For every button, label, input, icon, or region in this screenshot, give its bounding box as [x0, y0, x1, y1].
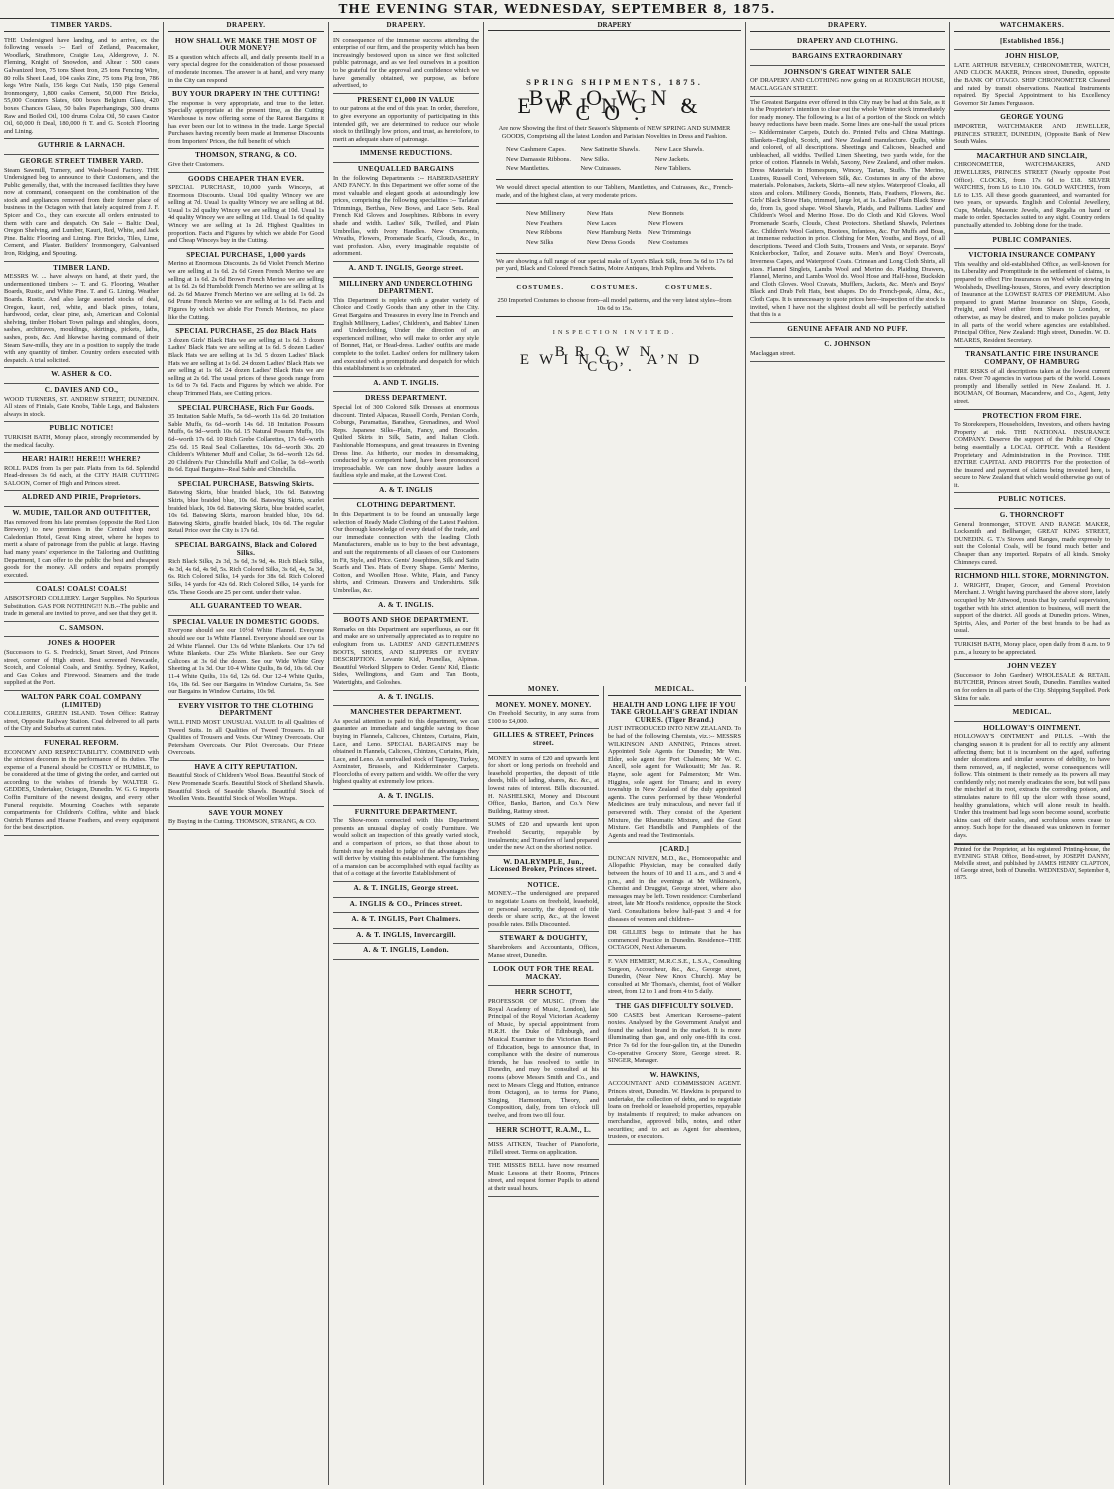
advertisement	[488, 1160, 599, 1196]
ad-heading: A. AND T. INGLIS.	[373, 378, 439, 387]
ad-body: IN consequence of the immense success attending the enterprise of our firm, and the prosperity which has been increasingly bestowed upon us since we first solicited public patronage, and as we feel ourselves in a position to be grateful for the approval and confidence which we have generally obtained, we purpose, as before advertised, to	[333, 36, 479, 90]
advertisement	[168, 249, 324, 325]
ad-heading: SPECIAL PURCHASE, Batswing Skirts.	[177, 479, 315, 488]
advertisement	[488, 963, 599, 986]
advertisement	[333, 35, 479, 94]
advertisement	[4, 384, 159, 422]
goods-item: New Silks	[526, 238, 554, 246]
advertisement	[168, 616, 324, 700]
ad-heading: TRANSATLANTIC FIRE INSURANCE COMPANY, OF HAMBURG	[965, 350, 1099, 366]
advertisement	[333, 691, 479, 707]
ad-heading: BARGAINS EXTRAORDINARY	[792, 52, 903, 61]
advertisement	[4, 737, 159, 836]
advertisement	[954, 35, 1110, 51]
advertisement	[333, 262, 479, 278]
ad-heading: HAVE A CITY REPUTATION.	[194, 762, 298, 771]
ad-heading: THE GAS DIFFICULTY SOLVED.	[615, 1001, 734, 1010]
ad-heading: WALTON PARK COAL COMPANY (LIMITED)	[21, 692, 142, 709]
ad-body: This Department is replete with a greater variety of Choice and Costly Goods than any other in the City. Great Bargains and Treasures in every line in French and English Millinery, Ladies', Children's, and Babies' Linen and Underclothing, Under the direction of an experienced milliner, who will make to order any style of Bonnet, Hat, or Head-dress. Ladies' outfits are made complete to the toilet. Ladies' orders for millinery taken and executed with a promptitude and despatch for which this establishment is so celebrated.	[333, 296, 479, 373]
advertisement	[168, 539, 324, 600]
advertisement	[4, 262, 159, 369]
advertisement	[488, 986, 599, 1123]
ad-body: Maclaggan street.	[750, 349, 796, 357]
advertisement	[750, 66, 945, 97]
ad-heading: A. & T. INGLIS.	[378, 792, 434, 801]
ad-heading: ALL GUARANTEED TO WEAR.	[190, 602, 302, 611]
goods-item: New Flowers	[648, 219, 684, 227]
advertisement	[333, 599, 479, 615]
advertisement	[954, 348, 1110, 409]
advertisement	[168, 402, 324, 478]
ad-heading: PROTECTION FROM FIRE.	[982, 411, 1082, 420]
ad-heading: A. AND T. INGLIS, George street.	[348, 264, 464, 273]
ad-heading: [CARD.]	[659, 845, 690, 854]
ad-body: TURKISH BATH, Moray place, strongly recommended by the medical faculty.	[4, 433, 159, 449]
costumes-row	[506, 284, 723, 292]
column-heading: MONEY.	[488, 686, 599, 696]
advertisement	[488, 1124, 599, 1140]
goods-item: New Tabliers.	[654, 165, 692, 173]
advertisement	[168, 478, 324, 539]
ad-heading: STEWART & DOUGHTY,	[499, 934, 588, 943]
ad-heading: A. & T. INGLIS, London.	[363, 946, 449, 955]
ad-heading: G. THORNCROFT	[999, 511, 1065, 520]
column-heading: DRAPERY.	[333, 22, 479, 32]
advertisement	[608, 1000, 741, 1069]
inspection-invited: INSPECTION INVITED.	[552, 329, 677, 337]
advertisement	[333, 913, 479, 929]
ad-body: Merino at Enormous Discounts. 2s 6d Violet French Merino we are selling at 1s 6d. 2s 6d Green French Merino we are selling at 1s 6d. 2s 6d Brown French Merino we are selling at 1s 6d. 2s 6d Humboldt French Merino we are selling at 1s 6d. 2s 6d Mauve French Merino we are selling at 1s 6d. 2s 6d Prune French Merino we are selling at 1s 6d. Facts and Figures by which we abide For French Merinos, no place like the Cutting.	[168, 260, 324, 321]
advertisement	[488, 753, 599, 820]
ad-heading: SPECIAL BARGAINS, Black and Colored Silks.	[175, 541, 317, 557]
advertisement	[333, 806, 479, 882]
ad-heading: C. JOHNSON	[824, 340, 871, 349]
goods-grid-1	[506, 146, 723, 173]
advertisement	[4, 139, 159, 155]
ad-heading: JOHN HISLOP,	[1005, 52, 1059, 61]
advertisement	[168, 88, 324, 149]
ad-body: Rich Black Silks, 2s 3d, 3s 6d, 3s 9d, 4s. Rich Black Silks, 4s 3d, 4s 6d, 4s 9d, 5s. Rich Colored Silks, 3s 6d, 4s, 5s 3d, 6s. Rich Colored Silks, 14 yards for 38s 6d. Rich Colored Silks, 14 yards for 42s 6d. Rich Colored Silks, 14 yards for 65s. These Goods are 25 per cent. under their value.	[168, 558, 324, 596]
goods-item: New Damassie Ribbons.	[506, 155, 572, 163]
ad-heading: PUBLIC COMPANIES.	[992, 235, 1072, 244]
ad-heading: SPECIAL PURCHASE, Rich Fur Goods.	[177, 403, 315, 412]
column-heading: DRAPERY.	[168, 22, 324, 32]
ad-body: IMPORTER, WATCHMAKER AND JEWELLER, PRINCES STREET, DUNEDIN, (Opposite Bank of New South Wales.	[954, 122, 1110, 146]
goods-item: New Millinery	[526, 210, 566, 218]
ad-body: FIRE RISKS of all descriptions taken at the lowest current rates. Over 70 agencies in various parts of the world. Losses promptly and liberally settled in New Zealand. H. J. BOUMAN, Of Bouman, Macandrew, and Co., Agent, Jetty street.	[954, 367, 1110, 405]
ad-heading: A. & T. INGLIS.	[378, 600, 434, 609]
ad-heading: A. & T. INGLIS, Port Chalmers.	[351, 915, 461, 924]
advertisement	[4, 155, 159, 262]
advertisement	[954, 50, 1110, 111]
column-drapery-johnson	[746, 22, 950, 1485]
ad-body: On Freehold Security, in any sums from £100 to £4,000.	[488, 710, 599, 725]
advertisement	[750, 338, 945, 361]
advertisement	[4, 583, 159, 621]
ad-body: to our patrons at the end of this year. In order, therefore, to give everyone an opportunity of participating in this intended gift, we are determined to reduce our whole stock to thrillingly low prices, and trust, as heretofore, to merit an adequate share of patronage.	[333, 105, 479, 143]
ad-heading: W. DALRYMPLE, Jun., Licensed Broker, Princes street.	[490, 857, 597, 874]
advertisement	[333, 484, 479, 500]
advertisement	[954, 660, 1110, 706]
imprint-footer: Printed for the Proprietor, at his registered Printing-house, the EVENING STAR Office, Bond-street, by JOSEPH DANNY, Melville street, and published by JAMES HENRY CLAPTON, of George street, both of Dunedin. WEDNESDAY, September 8, 1875.	[954, 844, 1110, 882]
goods-item: New Lace Shawls.	[654, 146, 704, 154]
ad-heading: SPECIAL PURCHASE, 25 doz Black Hats	[175, 327, 317, 336]
advertisement	[954, 570, 1110, 639]
advertisement	[954, 410, 1110, 494]
ad-body: In the following Departments :-- HABERDASHERY AND FANCY. In this Department we offer some of the most valuable and elegant goods at astoundingly low prices, comprising the following specialities :-- Tarlatan Trimmings, Berthas, New Bows, and Lace Sets. Real French Kid Gloves and Josephines. Ribbons in every shade and width. Ladies' Silk, Twilled, and Plain Umbrellas, with Ivory Handles. New Ornaments, Wreaths, Flowers, Promenade Scarfs, Clouds, &c., in vast profusion. Also, every imaginable requisite of adornment.	[333, 174, 479, 258]
ad-heading: MACARTHUR AND SINCLAIR,	[976, 151, 1088, 160]
advertisement	[954, 249, 1110, 348]
ad-body: Special lot of 300 Colored Silk Dresses at enormous discount. Tinted Alpacas, Russell Cords, Persian Cords, Coburgs, Paramattas, Barathea, Grenadines, and Wool Reps. Japanese Silks--Plain, Fancy, and Brocades. Quilted Skirts in Silk, Satin, and Italian Cloth. Fashionable Homespuns, and great treasures in Evening Dress line. As hitherto, our modes in dressmaking, conducted by a competent hand, have been pronounced irreproachable. We can now doubly assure ladies a faultless style and make, at the Lowest Cost.	[333, 403, 479, 480]
ad-body: Batswing Skirts, blue braided black, 10s 6d. Batswing Skirts, blue braided blue, 10s 6d. Batswing Skirts, scarlet braided black, 10s 6d. Batswing Skirts, blue braided scarlet, 10s 6d. Batswing Skirts, maroon braided blue, 10s 6d. Batswing Skirts, giraffe braided black, 10s 6d. The regular Retail Price over the City is 17s 6d.	[168, 489, 324, 535]
ad-heading: MONEY. MONEY. MONEY.	[495, 700, 592, 709]
ad-body: IS a question which affects all, and daily presents itself in a very special degree for the consideration of those possessed of moderate incomes. The answer is at hand, and very many in the City can respond	[168, 53, 324, 84]
ad-body: HOLLOWAY'S OINTMENT and PILLS. --With the changing season it is prudent for all to rectify any ailment affecting them; but it is incumbent on the aged, suffering under ulcerations and similar sources of debility, to have them removed, as, if neglected, worse consequences will follow. This ointment is their remedy as its powers all may confidently rely; not merely eradicates the sore, but will pass the mischief at its root, extracts the corroding poison, and stimulates nature to fill up the ulcer with those sound, healthy granulations, which will alone result in health. Under this treatment bad legs soon become sound, scorbutic skins cast off their scales, and scrofulous sores cease to annoy. Such hope for the diseased was unknown in former days.	[954, 733, 1110, 840]
ad-body: Has removed from his late premises (opposite the Red Lion Brewery) to new premises in the Central shop next Caledonian Hotel, Great King street, where he hopes to merit a share of patronage from the public at large. Having had many years' experience in the Tailoring and Outfitting Department, I can offer to the public the best and cheapest goods for the money. All orders and repairs promptly executed.	[4, 518, 159, 579]
ad-heading: FUNERAL REFORM.	[44, 738, 119, 747]
ad-heading: COALS! COALS! COALS!	[35, 585, 128, 594]
ad-heading: W. MUDIE, TAILOR AND OUTFITTER,	[12, 509, 151, 518]
ad-heading: IMMENSE REDUCTIONS.	[359, 149, 453, 158]
goods-grid-2	[526, 210, 703, 246]
ad-body: TURKISH BATH, Moray place, open daily from 8 a.m. to 9 p.m., a luxury to be appreciated.	[954, 640, 1110, 656]
masthead: THE EVENING STAR, WEDNESDAY, SEPTEMBER 8, 1875.	[0, 0, 1114, 19]
ad-body: ACCOUNTANT AND COMMISSION AGENT. Princes street, Dunedin. W. Hawkins is prepared to undertake, the collection of debts, and to negotiate loans on freehold or leasehold properties, repayable by instalments if required; to make advances on merchandise, approved bills, notes, and other securities; and to act as Agent for absentees, trustees, or executors.	[608, 1080, 741, 1141]
advertisement	[333, 278, 479, 377]
ad-heading: NOTICE.	[527, 880, 560, 889]
advertisement	[488, 932, 599, 963]
advertisement	[333, 94, 479, 148]
ad-body: (Successors to G. S. Fredrick), Smart Street, And Princes street, corner of High street. Best screened Newcastle, Scotch, and Colonial Coals, and Smithy. Sydney, Kaikoi, and Gas Cokes and Firewood. Steamers and the trade supplied at the Port.	[4, 648, 159, 687]
firm-name-footer: BROWN, EWING, AND CO.	[519, 344, 710, 376]
goods-item: New Mantlettes.	[506, 165, 550, 173]
ad-body: MISS AITKEN, Teacher of Pianoforte, Fillell street. Terms on application.	[488, 1141, 599, 1156]
ad-heading: DRAPERY AND CLOTHING.	[796, 36, 899, 45]
advertisement	[750, 97, 945, 323]
goods-item: New Costumes	[648, 238, 689, 246]
spring-intro: Are now Showing the first of their Season's Shipments of NEW SPRING AND SUMMER GOODS, Comprising all the latest London and Parisian Novelties in Dress and Fashion.	[498, 124, 731, 140]
goods-item: New Laces	[587, 219, 617, 227]
advertisement	[333, 898, 479, 914]
ad-body: Give their Customers.	[168, 160, 225, 168]
ad-body: WILL FIND MOST UNUSUAL VALUE In all Qualities of Tweed Suits. In all Qualities of Tweed Trousers. In all Qualities of Trousers and Vests. Our Witney Overcoats. Our Petersham Overcoats. Our Pilot Overcoats. Our Frieze Overcoats.	[168, 718, 324, 757]
ad-heading: A. & T. INGLIS.	[378, 692, 434, 701]
ad-heading: GEORGE YOUNG	[1000, 113, 1064, 122]
ad-heading: JOHN VEZEY	[1007, 662, 1057, 671]
goods-item: New Hamburg Netts	[587, 229, 642, 237]
advertisement	[608, 956, 741, 1000]
goods-item: New Jackets.	[654, 155, 690, 163]
ad-body: Remarks on this Department are superfluous, as our fit and make are so universally appreciated as to require no eulogium from us. LADIES' AND GENTLEMEN'S BOOTS, SHOES, AND SLIPPERS OF EVERY DESCRIPTION. Levante Kid, Prunellas, Alpinas. Beautiful Worked Slippers to Order. Gents' Kid, Elastic Sides, Wellingtons, and Gum and Tan Boots, Watertights, and Goloshes.	[333, 625, 479, 686]
ad-heading: C. SAMSON.	[59, 623, 104, 632]
ad-body: MONEY in sums of £20 and upwards lent for short or long periods on freehold and leasehold properties, the deposit of title deeds, bills of lading, shares, &c. &c., at lowest rates of interest. Bills discounted. H. NASHELSKI, Money and Discount Office, Banks, Barton, and Co.'s New Building, Rattray street.	[488, 754, 599, 815]
ad-heading: FURNITURE DEPARTMENT.	[354, 807, 458, 816]
ad-heading: A. & T. INGLIS, Invercargill.	[356, 930, 456, 939]
advertisement	[4, 491, 159, 507]
advertisement	[168, 700, 324, 761]
column-heading: TIMBER YARDS.	[4, 22, 159, 32]
ad-body: WOOD TURNERS, ST. ANDREW STREET, DUNEDIN. All sizes of Finials, Gate Knobs, Table Legs, and Balusters always in stock.	[4, 395, 159, 418]
silks-text: We are showing a full range of our special make of Lyon's Black Silk, from 3s 6d to 17s 6d per yard, Black and Colored French Satins, Moire Antiques, Irish Poplins and Velvets.	[496, 257, 733, 273]
advertisement	[750, 323, 945, 339]
advertisement	[954, 509, 1110, 570]
ad-heading: [Established 1856.]	[999, 36, 1064, 45]
advertisement	[750, 35, 945, 51]
ad-heading: UNEQUALLED BARGAINS	[357, 164, 455, 173]
goods-item: New Cashmere Capes.	[506, 146, 566, 154]
money-column	[484, 686, 604, 1485]
ad-body: By Buying in the Cutting. THOMSON, STRANG, & CO.	[168, 818, 317, 826]
ad-heading: SAVE YOUR MONEY	[208, 808, 284, 817]
ad-heading: PRESENT £1,000 IN VALUE	[357, 95, 455, 104]
advertisement	[750, 50, 945, 66]
advertisement	[488, 819, 599, 855]
ad-body: MESSRS W. ... have always on hand, at their yard, the undermentioned timbers :-- T. and G. Flooring, Weather Boards, Rustic, and White Pine. T. and G. Lining. Weather Boards. Rustic. And also large assorted stocks of deal, Oregon, kauri, red, white, and black pines, totara, hardwood, cedar, clear pine, ash, American and Colonial shelving, timber Hobart Town palings and shingles, doors, sashes, architraves, mouldings, skirtings, pickets, laths, sashes, posts, &c. And likewise having command of their Steam Saw-mills, they are in a position to supply the trade with any quantity of timber. Country orders executed with despatch. A trial solicited.	[4, 273, 159, 364]
ad-body: SUMS of £20 and upwards lent upon Freehold Security, repayable by instalments; and Transfers of land prepared under the new Act on the shortest notice.	[488, 821, 599, 852]
ad-heading: BOOTS AND SHOE DEPARTMENT.	[343, 616, 469, 625]
ad-heading: A. & T. INGLIS, George street.	[353, 884, 459, 892]
ad-body: This wealthy and old-established Office, as well-known for its Liberality and Promptitude in the settlement of claims, is prepared to effect Fire Insurances on Wool while stowing in Woolsheds, Dwelling-houses, Stores, and every description of Insurance at the LOWEST RATES OF PREMIUM. Also prepared to grant Marine Insurance on Ships, Goods, Freight, and Wool either from Shears to London, or otherwise, as may be desired, and to make policies payable in all parts of the world where agencies are established. Principal Office, New Zealand: High street, Dunedin. W. D. MEARES, Resident Secretary.	[954, 260, 1110, 344]
goods-item: New Cuirasses.	[580, 165, 622, 173]
ad-body: CHRONOMETER, WATCHMAKERS, AND JEWELLERS, PRINCES STREET (Nearly opposite Post Office). CLOCKS, from 17s 6d to £18. SILVER WATCHES, from L6 to L10 10s. GOLD WATCHES, from L6 to L35. All these goods guaranteed, and warranted for two years, or upwards. English and Colonial Jewellery, Cups, Medals, Masonic Jewels, and Regalia on hand or made to order. Spectacles suited to any sight. Country orders punctually attended to. Jobbing done for the trade.	[954, 161, 1110, 230]
ad-heading: DRESS DEPARTMENT.	[365, 394, 447, 403]
goods-item: New Trimmings	[648, 229, 692, 237]
ad-heading: GENUINE AFFAIR AND NO PUFF.	[787, 324, 908, 333]
advertisement	[168, 807, 324, 830]
firm-name: BROWN, EWING & CO.	[517, 85, 712, 126]
ad-body: Beautiful Stock of Children's Wool Boas. Beautiful Stock of New Promenade Scarfs. Beautiful Stock of Shetland Shawls. Beautiful Stock of Seaside Shawls. Beautiful Stock of Woollen Vests. Beautiful Stock of Woollen Wraps.	[168, 772, 324, 803]
advertisement	[954, 493, 1110, 509]
ad-heading: VICTORIA INSURANCE COMPANY	[968, 251, 1096, 260]
advertisement	[4, 453, 159, 491]
advertisement	[4, 35, 159, 140]
advertisement	[333, 614, 479, 690]
ad-body: JUST INTRODUCED INTO NEW ZEALAND. To be had of the following Chemists, viz.:-- MESSRS WILKINSON AND ANNING, Princes street. Appointed Sole Agents for Dunedin; Mr Wm. Elder, sole agent for Port Chalmers; Mr W. C. Ancell, sole agent for Waikouaiti; Mr Jas. R. Hayne, sole agent for Palmerston; Mr Wm. Higgins, sole agent for Timaru; and in every township in New Zealand of the duly appointed agents. The cures performed by these Wonderful Medicines are truly miraculous, and never fail if persevered with. They consist of the Aperient Mixture, the Rheumatic Mixture, and the Gout Mixture. Get Handbills and Pamphlets of the Agents and read the Testimonials.	[608, 725, 741, 839]
advertisement	[333, 392, 479, 484]
advertisement	[608, 699, 741, 844]
advertisement	[333, 929, 479, 945]
ad-body: Steam Sawmill, Turnery, and Wash-board Factory. THE Undersigned beg to announce to their Customers, and the Public generally, that, with the increased facilities they have now at command, consequent on the combination of the stock and appliances removed from their former place of business in the Octagon with that lately acquired from J. F. Spicer and Co., they can execute all orders entrusted to them with care and despatch. On Sale -- Baltic Deal, Oregon Shelving, and Lumber, Kauri, Red, White, and Jack Pine. Baltic Flooring and Lining. Fire Bricks, Tiles, Lime, Cement, and Plaster. Builders' Ironmongery, Galvanised Iron, Ridging, and Spouting.	[4, 166, 159, 258]
column-heading: MEDICAL.	[608, 686, 741, 696]
ad-heading: W. ASHER & CO.	[51, 370, 112, 379]
ad-body: SPECIAL PURCHASE, 10,000 yards Winceys, at Enormous Discounts. Usual 10d quality Wincey we are selling at 7d. Usual 1s quality Wincey we are selling at 8d. Usual 1s 2d quality Wincey we are selling at 10d. Usual 1s 4d quality Wincey we are selling at 11d. Usual 1s 6d quality Wincey we are selling at 1s 2d. Highest Qualities in proportion. Facts and Figures by which we abide For Good and Cheap Winceys buy in the Cutting.	[168, 184, 324, 245]
ad-heading: MANCHESTER DEPARTMENT.	[350, 708, 462, 717]
ad-heading: HERR SCHOTT, R.A.M., L.	[495, 1125, 592, 1134]
costumes-label: COSTUMES.	[590, 283, 639, 291]
advertisement	[4, 637, 159, 691]
ad-body: 35 Imitation Sable Muffs, 5s 6d--worth 11s 6d. 20 Imitation Sable Muffs, 6s 6d--worth 14s 6d. 18 Imitation Possum Muffs, 6s 9d--worth 10s 6d. 15 Natural Possum Muffs, 10s 6d--worth 17s 6d. 10 Rich Grebe Collarettes, 17s 6d--worth 25s 6d. 15 Real Seal Collarettes, 10s 6d--worth 30s. 20 Children's Whitener Muff and Collar, 3s 6d--worth 12s 6d. 20 Children's Fur Chinchilla Muff and Collar, 3s 6d--worth 8s 6d. Equal Bargains--Real Sable and Chinchilla.	[168, 413, 324, 474]
ad-body: 500 CASES best American Kerosene--patent noxies. Analysed by the Government Analyst and found the safest brand in the market. It is more illuminating than gas, and only one-fifth its cost. Price 7s 6d for the four-gallon tin, at the Dunedin Co-operative Grocery Store, George street. R. SINGER, Manager.	[608, 1011, 741, 1065]
ad-heading: MILLINERY AND UNDERCLOTHING DEPARTMENT.	[339, 279, 473, 296]
advertisement	[954, 111, 1110, 149]
ad-body: ECONOMY AND RESPECTABILITY. COMBINED with the strictest decorum in the performance of its duties. The expense of a Funeral should be COSTLY or HUMBLE, to be considered at the time of giving the order, and carried out according to the wishes of friends by WALTER G. GEDDES, Undertaker, Octagon, Dunedin. W. G. G imports Coffin Furniture of the newest designs, and every other Funeral requisite. Mourning Coaches with separate compartments for Children's Coffins, white and black Ostrich Plumes and Hearse Feathers, and every equipment for the best description.	[4, 748, 159, 832]
goods-item: New Dress Goods	[587, 238, 635, 246]
ad-body: 3 dozen Girls' Black Hats we are selling at 1s 6d. 3 dozen Ladies' Black Hats we are selling at 1s 6d. 5 dozen Ladies' Black Hats we are selling at 1s 3d. 5 dozen Ladies' Black Hats we are selling at 1s 6d. 24 dozen Ladies' Black Hats we are selling at 1s 6d. 24 dozen Ladies' Black Hats we are selling at 2s 6d. The usual prices of these goods range from 1s 6d to 7s 6d. Facts and Figures by which we abide. For cheap Trimmed Hats, see Cutting prices.	[168, 336, 324, 397]
advertisement	[333, 790, 479, 806]
advertisement	[4, 368, 159, 384]
ad-body: The Show-room connected with this Department presents an unusual display of costly Furniture. We would solicit an inspection of this greatly varied stock, and a comparison of prices, so that those about to furnish may be enabled to judge of the advantages they will derive by visiting this establishment. The furnishing of a mansion can be accomplished with equal facility as that of a cottage at the favorite Establishment of	[333, 817, 479, 878]
goods-item: New Silks.	[580, 155, 610, 163]
ad-heading: GUTHRIE & LARNACH.	[37, 141, 126, 150]
advertisement	[4, 622, 159, 638]
ad-body: The response is very appropriate, and true to the letter. Specially appropriate at the present time, as the Cutting Warehouse is now offering some of the Rarest Bargains it has ever been our lot to witness in the trade. Large Special Purchases having recently been made at Immense Discounts from Importers' Prices, the full benefit of which	[168, 99, 324, 145]
ad-heading: LOOK OUT FOR THE REAL MACKAY.	[493, 965, 594, 981]
advertisement	[4, 507, 159, 583]
advertisement	[608, 1069, 741, 1145]
column-watchmakers	[950, 22, 1114, 1485]
ad-body: To Storekeepers, Householders, Investors, and others having Property at risk. THE NATIONAL INSURANCE COMPANY. Deserve the support of the Public of Otago being essentially a LOCAL OFFICE. With a Resident Proprietary and Administration in the Province. THE ENTIRE CAPITAL AND PROFITS For the protection of the insured and payment of claims being invested here, is secure to New Zealand that which would otherwise go out of it.	[954, 421, 1110, 489]
ad-body: ROLL PADS from 1s per pair. Plaits from 1s 6d. Splendid Head-dresses 3s 6d each, at the CITY HAIR CUTTING SALOON, Corner of High and Princes street.	[4, 464, 159, 487]
advertisement	[954, 234, 1110, 250]
medical-column	[604, 686, 746, 1485]
costumes-label: COSTUMES.	[665, 283, 713, 291]
advertisement	[488, 856, 599, 879]
advertisement	[954, 722, 1110, 844]
advertisement	[608, 843, 741, 927]
ad-body: THE MISSES BELL have now resumed Music Lessons at their Rooms, Princes street, and request former Pupils to attend at their usual hours.	[488, 1162, 599, 1193]
advertisement	[608, 927, 741, 956]
ad-body: General Ironmonger, STOVE AND RANGE MAKER, Locksmith and Bellhanger, GREAT KING STREET, DUNEDIN. G. T.'s Stoves and Ranges, made expressly to suit the Colonial Coals, will be found much better and Cheaper than any imported. Repairs of all kinds. Smoky Chimneys cured.	[954, 520, 1110, 566]
column-heading: WATCHMAKERS.	[954, 22, 1110, 32]
ad-body: ABBOTSFORD COLLIERY. Larger Supplies. No Spurious Substitution. GAS FOR NOTHING!!! N.B.--The public and trade in general are invited to prove, and see that they get it.	[4, 595, 159, 618]
ad-heading: GOODS CHEAPER THAN EVER.	[187, 174, 305, 183]
ad-body: LATE ARTHUR BEVERLY, CHRONOMETER, WATCH, AND CLOCK MAKER, Princes street, Dunedin, opposite the BANK OF OTAGO. SHIP CHRONOMETER Cleaned and rated by transit observations. Nautical Instruments repaired. By Special Appointment to his Excellency Governor Sir James Fergusson.	[954, 61, 1110, 107]
ad-body: (Successor to John Gardner) WHOLESALE & RETAIL BUTCHER, Princes street South, Dunedin. Families waited on for orders in all parts of the City. Shipping Supplied. Pork Skins for sale.	[954, 671, 1110, 702]
advertisement	[954, 639, 1110, 660]
ad-heading: PUBLIC NOTICES.	[998, 495, 1066, 504]
ad-heading: CLOTHING DEPARTMENT.	[356, 501, 456, 510]
advertisement	[954, 706, 1110, 722]
ad-heading: RICHMOND HILL STORE, MORNINGTON.	[955, 572, 1109, 581]
ad-body: OF DRAPERY AND CLOTHING now going on at ROXBURGH HOUSE, MACLAGGAN STREET.	[750, 77, 945, 92]
advertisement	[333, 944, 479, 960]
spring-title: SPRING SHIPMENTS, 1875.	[526, 76, 703, 87]
imported-costumes-text: 250 Imported Costumes to choose from--all model patterns, and the very latest styles--from 10s 6d to 15s.	[497, 297, 732, 312]
ad-heading: A. & T. INGLIS	[379, 485, 433, 494]
advertisement	[168, 761, 324, 807]
ad-heading: JOHNSON'S GREAT WINTER SALE	[783, 67, 912, 76]
ad-heading: GEORGE STREET TIMBER YARD.	[19, 156, 144, 165]
ad-heading: TIMBER LAND.	[53, 263, 110, 272]
ad-body: COLLIERIES, GREEN ISLAND. Town Office: Rattray street, Opposite Railway Station. Coal delivered to all parts of the City and Suburbs at current rates.	[4, 710, 159, 733]
ad-heading: THOMSON, STRANG, & CO.	[195, 151, 297, 160]
ad-body: In this Department is to be found an unusually large selection of Ready Made Clothing of the Latest Fashion. Our thorough knowledge of every detail of the trade, and our immediate connection with the leading Cloth Manufacturers, enable us to buy to the best advantage, and suit the requirements of all classes of our Customers in Fit, Style, and Price. Gents' Josephines, Silk and Satin Scarfs and Ties. Hats of Every Shape. Gents' Merino, Cotton, and Woollen Hose. White, Plain, and Fancy shirts, and Crimean. Drawers and Undershirts. Silk Umbrellas, &c.	[333, 511, 479, 594]
ad-heading: HEALTH AND LONG LIFE IF YOU TAKE GROLLAH'S GREAT INDIAN CURES. (Tiger Brand.)	[610, 700, 739, 724]
ad-heading: HEAR! HAIR!! HERE!!! WHERE?	[22, 455, 141, 464]
ad-body: DUNCAN NIVEN, M.D., &c., Homoeopathic and Allopathic Physician, may be consulted daily between the hours of 10 and 11 a.m., and 3 and 4 p.m., and in the evenings at Mr Wilkinson's, Chemist and Druggist, George street, where also messages may be left. Town residence: Cumberland street, late Mr Hood's residence, opposite the Stock Yard. Consultations below half-past 3 and 4 for diseases of women and children--	[608, 854, 741, 923]
ad-body: PROFESSOR OF MUSIC. (From the Royal Academy of Music, London), late Principal of the Royal Victorian Academy of Music, by special appointment from H.R.H. the Duke of Edinburgh, and Musical Examiner to the Victorian Board of Education, begs to announce that, in compliance with the desire of numerous friends, he has resolved to settle in Dunedin, and may be consulted at his rooms (above Messrs Smith and Co., and next to Messrs Clegg and Hutton, entrance from Octagon), as to terms for Piano, Singing, Harmonium, Theory, and Composition, daily, from ten o'clock till twelve, and from two till four.	[488, 998, 599, 1119]
advertisement	[333, 706, 479, 790]
advertisement	[4, 691, 159, 737]
costumes-label: COSTUMES.	[516, 283, 564, 291]
ad-body: THE Undersigned have landing, and to arrive, ex the following vessels :-- Earl of Zetland, Peacemaker, Woodlark, Strathmore, Craigie Lea, Aldergrove, J. N. Fleming, Knight of Snowdon, and Altear : 500 cases Galvanized Iron, 75 tons Sheet Iron, 25 tons Fencing Wire, 80 rolls Sheet Lead, 104 casks Zinc, 75 tons Pig Iron, 786 kegs Wire Nails, 156 kegs Cut Nails, 150 pigs General Ironmongery, 1,800 casks Cement, 50,000 Fire Bricks, 55,000 Counters Slates, 600 boxes Belgium Glass, 420 boxes Chances Glass, 50 bales Paperhangings, 300 drums Raw and Boiled Oil, 100 drums Colza Oil, 50 cases Castor Oil, 60,000 ft Deal, 180,000 ft T. and G. Scotch Flooring and Lining.	[4, 36, 159, 135]
ad-heading: EVERY VISITOR TO THE CLOTHING DEPARTMENT	[178, 701, 314, 718]
ad-body: The Greatest Bargains ever offered in this City may be had at this Sale, as it is the Proprietor's intention to clear out the whole Winter stock immediately for ready money. The following is a list of a portion of the Stock on which heavy reductions have been made. Some lines are one-half the usual prices :-- Kidderminster Carpets, Dutch do. Printed Felts and China Mattings. Blankets--English, Scotch, and New Zealand manufacture. Quilts, white and colored, of all descriptions. Sheetings and Calicoes, bleached and unbleached, all widths. Twilled Linen Sheeting, two yards wide, for the price of cotton. Flannels in Welsh, Saxony, New Zealand, and other makes. Dress Materials in Homespuns, Wincey, Tartan, Stuffs. The Merino, Lustres, Russell Cord, Velveteen Silk, &c. Costumes in any of the above materials. Polonaises, Jackets, Skirts--all new styles. Waterproof Cloaks, all sizes and colors. Millinery Goods, Bonnets, Hats, Feathers, Flowers, &c. Girls' Black Straw Hats, trimmed, large lot, at 1s. Ladies' Plain Black Straw do, from 1s, good shape. Wool Shawls, Plaids, and Palliums. Ladies' and Children's Wool and Merino Hose. Do do Cloth and Kid Gloves. Wool Promenade Scarfs, Clouds, Chest Protectors. Shetland Shawls, Pelerines &c. Children's Wool Gaiters, Bootees, Infantees, &c. Fur Muffs and Boas, at immense reduction in price. Clothing for Men, Youths, and Boys, of all descriptions. Tweed and Cloth Suits, Trousers and Vests, or separate. Boys' Knickerbocker, Tailor, and Zouave suits. Men's and Boys' Overcoats, Inverness Capes, and Waterproof Coats. Crimean and Long Cloth Shirts, all sizes. Flannel Singlets, Lambs Wool and Merino do. Plaiding Drawers, Flannel, Merino, and Lambs Wool do. Wool Hose and Half-hose, Buckskin and Cloth Gloves. Wool Cravats, Mufflers, Jackets, &c. Men's and Boys' Black and Drab Felt Hats, best shapes. Do do French-peak, Alma, &c., Cloth Caps. It is unnecessary to quote prices here--inspection of the stock is invited, when I have not the slightest doubt all will be perfectly satisfied that this is a	[750, 98, 945, 319]
ad-heading: MEDICAL.	[1012, 708, 1052, 717]
advertisement	[168, 600, 324, 616]
ad-heading: HERR SCHOTT,	[514, 988, 573, 997]
column-heading: DRAPERY.	[750, 22, 945, 32]
goods-item: New Hats	[587, 210, 614, 218]
ad-heading: A. INGLIS & CO., Princes street.	[349, 899, 463, 908]
ad-heading: BUY YOUR DRAPERY IN THE CUTTING!	[172, 90, 320, 99]
goods-item: New Bonnets	[648, 210, 684, 218]
ad-heading: ALDRED AND PIRIE, Proprietors.	[22, 493, 141, 502]
spring-shipments-ad	[484, 22, 746, 682]
ad-heading: SPECIAL PURCHASE, 1,000 yards	[186, 250, 306, 259]
ad-heading: W. HAWKINS,	[649, 1070, 700, 1079]
advertisement	[168, 35, 324, 89]
ad-body: Sharebrokers and Accountants, Offices, Manse street, Dunedin.	[488, 944, 599, 959]
advertisement	[954, 150, 1110, 234]
advertisement	[4, 422, 159, 453]
ad-heading: HOLLOWAY'S OINTMENT.	[983, 723, 1081, 732]
advertisement	[333, 377, 479, 393]
ad-heading: C. DAVIES AND CO.,	[44, 385, 119, 394]
advertisement	[168, 173, 324, 249]
ad-heading: GILLIES & STREET, Princes street.	[493, 731, 594, 747]
goods-item: New Ribbons	[526, 229, 563, 237]
ad-heading: JONES & HOOPER	[47, 639, 116, 648]
advertisement	[488, 729, 599, 752]
advertisement	[333, 882, 479, 898]
goods-item: New Satinette Shawls.	[580, 146, 640, 154]
goods-item: New Feathers	[526, 219, 563, 227]
ad-body: F. VAN HEMERT, M.R.C.S.E., L.S.A., Consulting Surgeon, Accoucheur, &c., &c., George street, Dunedin, (Near New Knox Church). May be consulted at Mr Thomas's, chemist, foot of Walker street, from 12 to 1 and from 4 to 5 daily.	[608, 958, 741, 996]
ad-body: DR GILLIES begs to intimate that he has commenced Practice in Dunedin. Residence--THE OCTAGON, Next Athenaeum.	[608, 929, 741, 952]
ad-body: Everyone should see our 10½d White Flannel. Everyone should see our 1s White Flannel. Everyone should see our 1s 2d White Flannel. Our 13s 6d White Blankets. Our 17s 6d White Blankets. Our 25s White Blankets. See our Grey Calicoes at 3s 6d the dozen. See our Wide White Grey Sheeting at 1s 3d. Our 10-4 White Quilts, 8s 6d, 10s 6d. Our 11-4 White Quilts, 11s 6d, 12s 6d. Our 12-4 White Quilts, 16s, 18s 6d. See our Bargains in Window Curtains, 5s. See our Bargains in Window Curtains, 10s 9d.	[168, 627, 324, 696]
advertisement	[333, 163, 479, 262]
advertisement	[168, 149, 324, 172]
ad-heading: SPECIAL VALUE IN DOMESTIC GOODS.	[172, 617, 320, 626]
spring-mid-text: We would direct special attention to our Tabliers, Mantlettes, and Cuirasses, &c., French-made, and of the highest class, at very moderate prices.	[496, 183, 733, 199]
column-drapery-thomson-strang	[164, 22, 329, 1485]
advertisement	[488, 699, 599, 730]
advertisement	[333, 499, 479, 598]
ad-body: J. WRIGHT, Draper, Grocer, and General Provision Merchant. J. Wright having purchased the above store, lately occupied by Mr Attwood, trusts that by careful supervision, together with his strict attention to business, will merit the support of the district. All goods at Dunedin prices. Wines, Spirits, Ales, and Porter of the best brands to be had as usual.	[954, 581, 1110, 635]
column-drapery-inglis	[329, 22, 484, 1485]
advertisement	[333, 147, 479, 163]
advertisement	[488, 879, 599, 933]
advertisement	[488, 1139, 599, 1160]
advertisement	[168, 325, 324, 401]
section-heading: DRAPERY	[488, 22, 741, 31]
ad-heading: PUBLIC NOTICE!	[49, 424, 114, 433]
ad-body: MONEY.--The undersigned are prepared to negotiate Loans on freehold, leasehold, or personal security, the deposit of title deeds or share scrip, &c., at the lowest possible rates. Bills Discounted.	[488, 890, 599, 928]
ad-heading: HOW SHALL WE MAKE THE MOST OF OUR MONEY?	[175, 36, 317, 53]
column-timber-yards	[0, 22, 164, 1485]
ad-body: As special attention is paid to this department, we can guarantee an immediate and tangible saving to those buying in Flannels, Calicoes, Chintzes, Curtains, Plain, Lace, and Leno. SPECIAL BARGAINS may be obtained in Flannels, Calicoes, Chintzes, Curtains, Plain, Lace, and Leno. An unrivalled stock of Tapestry, Turkey, Axminster, Brussels, and Kidderminster Carpets. Floorcloths of every pattern and width. We offer the very highest quality at extremely low prices.	[333, 717, 479, 786]
